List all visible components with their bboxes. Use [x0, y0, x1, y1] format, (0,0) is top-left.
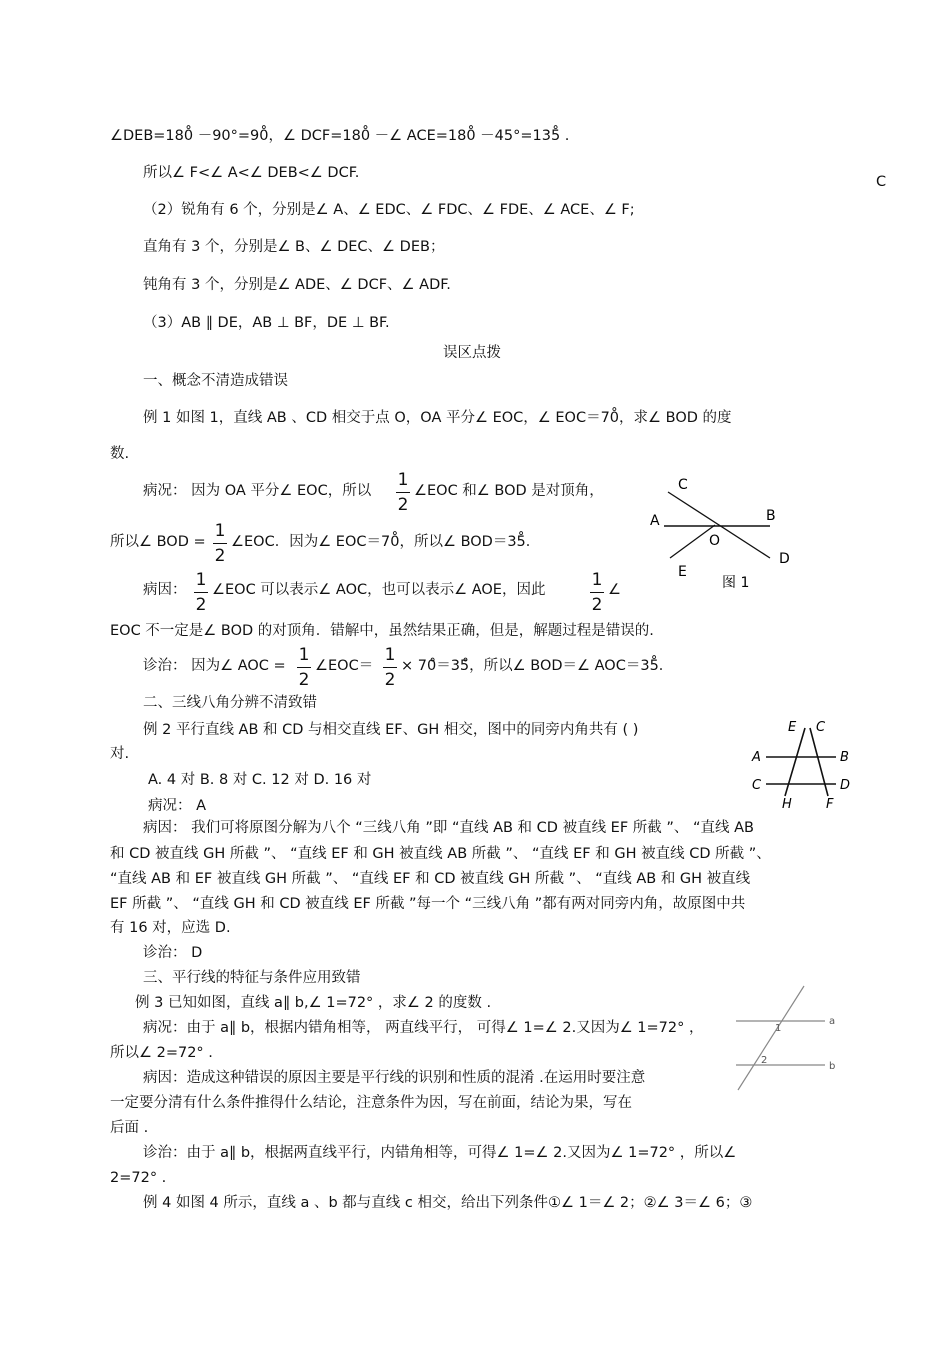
fig1-label-d: D	[779, 551, 790, 567]
cause-text: 病因：	[143, 582, 187, 598]
cause-text: ∠	[608, 582, 621, 598]
diagnosis-text: 所以∠ 2=72° .	[110, 1045, 213, 1061]
fig2-label-f: F	[826, 797, 834, 812]
fig1-label-o: O	[709, 533, 721, 549]
diagnosis-text: ∠EOC 和∠ BOD 是对顶角，	[414, 483, 604, 499]
stray-letter: C	[876, 174, 887, 190]
fraction-half: 1 2	[384, 645, 396, 690]
cure-text: ∠EOC＝	[315, 658, 374, 674]
fraction-half: 1 2	[195, 570, 207, 615]
heading: 一、概念不清造成错误	[143, 373, 288, 389]
fig3-label-2: 2	[761, 1055, 768, 1066]
cause-text: ∠EOC 可以表示∠ AOC，也可以表示∠ AOE，因此	[212, 582, 546, 598]
section-title: 误区点拨	[443, 345, 501, 361]
fig1-label-a: A	[650, 513, 660, 529]
fig1-caption: 图 1	[722, 575, 750, 591]
fraction-half: 1 2	[397, 470, 409, 515]
cause-text: “直线 AB 和 EF 被直线 GH 所截 ”、 “直线 EF 和 CD 被直线 GH 所截 ”、 “直线 AB 和 GH 被直线	[110, 871, 751, 887]
text-line: 直角有 3 个，分别是∠ B、∠ DEC、∠ DEB；	[143, 239, 445, 255]
cause-text: 病因： 我们可将原图分解为八个 “三线八角 ”即 “直线 AB 和 CD 被直线 EF 所截 ”、 “直线 AB	[143, 820, 755, 836]
fraction-half: 1 2	[591, 570, 603, 615]
cause-text: 一定要分清有什么条件推得什么结论，注意条件为因，写在前面，结论为果，写在	[110, 1095, 632, 1111]
fig2-label-a: A	[752, 750, 761, 765]
fig1-label-b: B	[766, 508, 776, 524]
cure-text: 诊治： 因为∠ AOC =	[143, 658, 286, 674]
example-1-cont: 数.	[110, 446, 130, 462]
text-line: （3）AB ∥ DE，AB ⊥ BF，DE ⊥ BF.	[143, 315, 390, 331]
figure-2-diagram	[748, 716, 858, 814]
diagnosis-text: 病况： 因为 OA 平分∠ EOC，所以	[143, 483, 372, 499]
fig1-label-e: E	[678, 564, 687, 580]
cure-text: × 70̊＝35̊，所以∠ BOD＝∠ AOC＝35̊．	[401, 658, 674, 674]
fig3-label-a: a	[829, 1016, 836, 1027]
example-1: 例 1 如图 1，直线 AB 、CD 相交于点 O，OA 平分∠ EOC，∠ EOC＝70̊，求∠ BOD 的度	[143, 410, 732, 426]
cause-text: 有 16 对，应选 D.	[110, 920, 231, 936]
cause-text: EF 所截 ”、 “直线 GH 和 CD 被直线 EF 所截 ”每一个 “三线八角 ”都有两对同旁内角，故原图中共	[110, 896, 746, 912]
text-line: 所以∠ F<∠ A<∠ DEB<∠ DCF.	[143, 165, 360, 181]
fig2-label-e: E	[788, 720, 797, 735]
fig2-label-c-top: C	[816, 720, 826, 735]
example-2: 例 2 平行直线 AB 和 CD 与相交直线 EF、GH 相交，图中的同旁内角共有 ( )	[143, 722, 639, 738]
cause-text: 和 CD 被直线 GH 所截 ”、 “直线 EF 和 GH 被直线 AB 所截 ”、 “直线 EF 和 GH 被直线 CD 所截 ”、	[110, 846, 771, 862]
fraction-half: 1 2	[214, 521, 226, 566]
diagnosis-text: 病况： A	[148, 798, 207, 814]
diagnosis-text: ∠EOC．因为∠ EOC＝70̊，所以∠ BOD＝35̊．	[231, 534, 541, 550]
cure-text: 诊治：由于 a∥ b，根据两直线平行，内错角相等，可得∠ 1=∠ 2.又因为∠ 1=72° ，所以∠	[143, 1145, 737, 1161]
figure-3-diagram	[730, 982, 850, 1094]
cause-text: 后面 .	[110, 1120, 149, 1136]
text-line: ∠DEB=180̊ －90°=90̊，∠ DCF=180̊ －∠ ACE=180̊ －45°=135̊ .	[110, 128, 570, 144]
example-2-cont: 对.	[110, 746, 130, 762]
cause-text: EOC 不一定是∠ BOD 的对顶角．错解中，虽然结果正确，但是，解题过程是错误的.	[110, 623, 654, 639]
fig2-label-h: H	[782, 797, 792, 812]
options: A. 4 对 B. 8 对 C. 12 对 D. 16 对	[148, 772, 372, 788]
fig2-label-d: D	[840, 778, 851, 793]
fig3-label-b: b	[829, 1061, 836, 1072]
figure-1-diagram	[640, 470, 810, 600]
cure-text: 诊治： D	[143, 945, 203, 961]
fig2-label-b: B	[840, 750, 849, 765]
heading: 二、三线八角分辨不清致错	[143, 695, 317, 711]
example-4: 例 4 如图 4 所示，直线 a 、b 都与直线 c 相交，给出下列条件①∠ 1＝∠ 2；②∠ 3＝∠ 6；③	[143, 1195, 753, 1211]
example-3: 例 3 已知如图，直线 a∥ b,∠ 1=72° ，求∠ 2 的度数 .	[135, 995, 492, 1011]
fraction-half: 1 2	[298, 645, 310, 690]
text-line: 钝角有 3 个，分别是∠ ADE、∠ DCF、∠ ADF.	[143, 277, 451, 293]
text-line: （2）锐角有 6 个，分别是∠ A、∠ EDC、∠ FDC、∠ FDE、∠ ACE、∠ F;	[143, 202, 635, 218]
cause-text: 病因：造成这种错误的原因主要是平行线的识别和性质的混淆 .在运用时要注意	[143, 1070, 646, 1086]
fig2-label-c: C	[752, 778, 762, 793]
diagnosis-text: 所以∠ BOD =	[110, 534, 206, 550]
fig3-label-1: 1	[775, 1023, 782, 1034]
cure-text: 2=72° .	[110, 1170, 167, 1186]
heading: 三、平行线的特征与条件应用致错	[143, 970, 361, 986]
diagnosis-text: 病况：由于 a∥ b，根据内错角相等， 两直线平行， 可得∠ 1=∠ 2.又因为∠ 1=72° ，	[143, 1020, 704, 1036]
fig1-label-c: C	[678, 477, 688, 493]
